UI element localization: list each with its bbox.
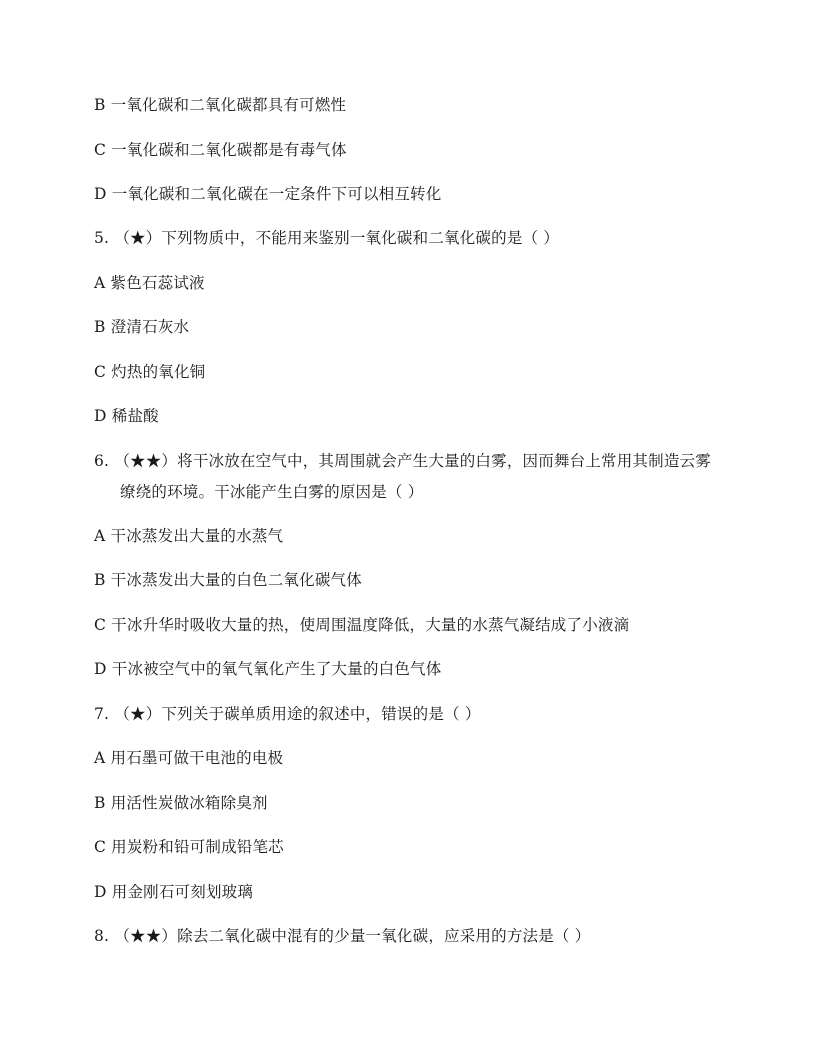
q7-option-a: A 用石墨可做干电池的电极 xyxy=(94,749,284,767)
q5-option-c: C 灼热的氧化铜 xyxy=(94,363,206,381)
q8-stem: 8. （★★）除去二氧化碳中混有的少量一氧化碳，应采用的方法是（ ） xyxy=(94,927,591,945)
q5-option-d: D 稀盐酸 xyxy=(94,407,159,425)
q5-option-a: A 紫色石蕊试液 xyxy=(94,274,205,292)
q6-stem-line2: 缭绕的环境。干冰能产生白雾的原因是（ ） xyxy=(120,483,424,501)
q6-option-c: C 干冰升华时吸收大量的热，使周围温度降低，大量的水蒸气凝结成了小液滴 xyxy=(94,616,630,634)
q7-option-b: B 用活性炭做冰箱除臭剂 xyxy=(94,794,268,812)
q7-option-c: C 用炭粉和铅可制成铅笔芯 xyxy=(94,838,284,856)
q5-stem: 5. （★）下列物质中，不能用来鉴别一氧化碳和二氧化碳的是（ ） xyxy=(94,229,560,247)
q4-option-d: D 一氧化碳和二氧化碳在一定条件下可以相互转化 xyxy=(94,185,442,203)
q6-option-a: A 干冰蒸发出大量的水蒸气 xyxy=(94,527,284,545)
q4-option-c: C 一氧化碳和二氧化碳都是有毒气体 xyxy=(94,141,347,159)
q6-stem-line1: 6. （★★）将干冰放在空气中，其周围就会产生大量的白雾，因而舞台上常用其制造云雾 xyxy=(94,452,711,470)
q6-option-d: D 干冰被空气中的氧气氧化产生了大量的白色气体 xyxy=(94,660,442,678)
q7-stem: 7. （★）下列关于碳单质用途的叙述中，错误的是（ ） xyxy=(94,705,481,723)
q6-option-b: B 干冰蒸发出大量的白色二氧化碳气体 xyxy=(94,571,362,589)
q4-option-b: B 一氧化碳和二氧化碳都具有可燃性 xyxy=(94,96,347,114)
q5-option-b: B 澄清石灰水 xyxy=(94,318,190,336)
q7-option-d: D 用金刚石可刻划玻璃 xyxy=(94,883,254,901)
